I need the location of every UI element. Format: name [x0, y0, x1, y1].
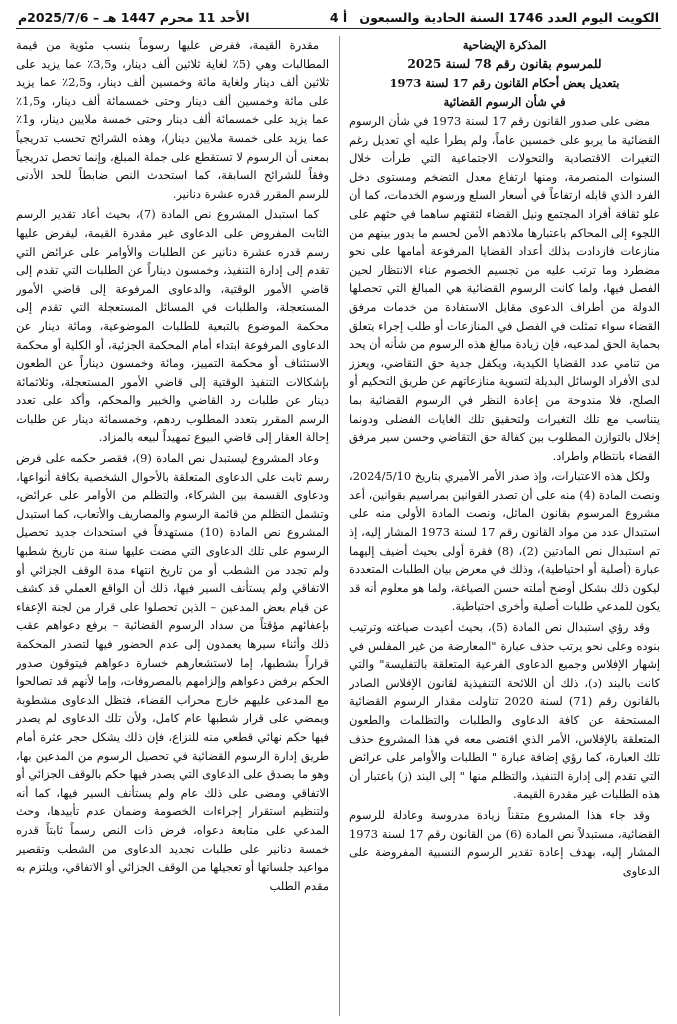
- memo-decree-number: للمرسوم بقانون رقم 78 لسنة 2025: [407, 57, 602, 71]
- memo-amendment-line: بتعديل بعض أحكام القانون رقم 17 لسنة 1973: [389, 76, 620, 90]
- left-column: [16, 36, 329, 1020]
- memo-title-block: [349, 36, 660, 112]
- header-newspaper-info: الكويت اليوم العدد 1746 السنة الحادية والسبعون: [359, 9, 659, 25]
- header-rule: [16, 28, 661, 29]
- paragraph: وقد جاء هذا المشروع متقناً زيادة مدروسة وعادلة للرسوم القضائية، مستبدلاً نص المادة (6) من القانون رقم 17 لسنة 1973 المشار إليه، بهدف إعادة تقدير الرسوم النسبية المفروضة على الدعاوى: [349, 807, 660, 878]
- header-date: الأحد 11 محرم 1447 هـ – 2025/7/6م: [18, 9, 250, 25]
- paragraph: كما استبدل المشروع نص المادة (7)، بحيث أعاد تقدير الرسم الثابت المفروض على الدعاوى غير مقدرة القيمة، ليفرض عليها رسم قدره عشرة دنانير عن الطلبات والأوامر على عرائض التي تقدم إلى إدارة التنفيذ، وخمسون ديناراً عن الطلبات التي تقدم إلى قاضي الأمور الوقتية، والدعاوى المرفوعة إلى قاضي الأمور المستعجلة، والطلبات في المسائل المستعجلة التي تقدم إلى محكمة الموضوع بالتبعية للطلبات الموضوعية، ومائة دينار عن الدعاوى المرفوعة ابتداء أمام المحكمة الجزئية، أو الكلية أو محكمة الاستئناف أو محكمة التمييز، ومائة وخمسون ديناراً عن الطعون بإشكالات التنفيذ الوقتية إلى قاضي الأمور المستعجلة، وثلاثمائة دينار عن طلبات رد القاضي والخبير والمحكم، وأكد على تعدد الرسم المقرر بتعدد المطلوب ردهم، وخمسمائة دينار عن طلبات إحالة العقار إلى قاضي البيوع تمهيداً لبيعه بالمزاد.: [16, 207, 329, 445]
- memo-subject: في شأن الرسوم القضائية: [443, 95, 566, 109]
- column-divider: [339, 36, 340, 1016]
- paragraph: وعاد المشروع ليستبدل نص المادة (9)، فقصر حكمه على فرض رسم ثابت على الدعاوى المتعلقة بالأحوال الشخصية بكافة أنواعها، ودعاوى القسمة بين الشركاء، والتظلم من الأوامر على عرائض، وتشمل التظلم من قائمة الرسوم والمصاريف والأتعاب، كما استبدل المشروع نص المادة (10) مستهدفاً في استحداث جديد تحصيل الرسوم على تلك الدعاوى التي مضت عليها سنة من تاريخ شطبها ولم تجدد من الشطب أو من تاريخ انتهاء مدة الوقف الجزائي أو الاتفاقي ولم يستأنف السير فيها، ذلك أن الواقع العملي قد كشف عن قيام بعض المدعين – الذين تحصلوا على قرار من لجنة الإعفاء بإعفائهم مؤقتاً من سداد الرسوم القضائية – برفع دعواهم عقب ذلك وأثناء سيرها يعمدون إلى عدم الحضور فيها لتصدر المحكمة قراراً بشطبها، إما لاستشعارهم خسارة دعواهم فيتوقون صدور الحكم برفض دعواهم وإلزامهم بالمصروفات، وإما لأنهم قد تصالحوا مع المدعى عليهم خارج محراب القضاء، فتظل الدعاوى مشطوبة ويمضي على قرار شطبها عام كامل، ولأن تلك الدعاوى لم يصدر فيها حكم نهائي قطعي منه للنزاع، فإن ذلك يشكل حجر عثرة أمام طريق إدارة الرسوم القضائية في تحصيل الرسوم من المدعين بها، وهو ما يصدق على الدعاوى التي يصدر فيها حكم بالوقف الجزائي أو الاتفاقي ومضى على ذلك عام ولم يستأنف السير فيها، كما أنه ولتنظيم استقرار إجراءات الخصومة وضمان عدم تأبيدها، وحث المدعي على متابعة دعواه، فرض ذات النص رسماً ثابتاً قدره خمسة دنانير على طلبات تجديد الدعاوى من الشطب وتقصير مواعيد جلساتها أو تعجيلها من الوقف الجزائي أو الاتفاقي، ويلتزم به مقدم الطلب: [16, 451, 329, 893]
- right-column: [349, 36, 660, 1020]
- paragraph: مضى على صدور القانون رقم 17 لسنة 1973 في شأن الرسوم القضائية ما يربو على خمسين عاماً، ولم يطرأ عليه أي تعديل رغم التغيرات الاقتصادية والتحولات الاجتماعية التي طرأت خلال السنوات المنصرمة، ومنها ارتفاع معدل التضخم ومستوى دخل الفرد الذي قابله ارتفاعاً في أسعار السلع ورسوم الخدمات، كما أن علو ثقافة أفراد المجتمع ونيل القضاء لثقتهم ساهما في حثهم على اللجوء إلى المحاكم باعتبارها ملاذهم الأمن لحسم ما يدور بينهم من منازعات فازدادت بذلك أعداد القضايا المرفوعة أمامها على نحو مضطرد وما ترتب عليه من تجسيم الخصوم عناء الانتظار لحين الفصل فيها، ولما كانت الرسوم القضائية هي المبالغ التي تحصلها الدولة من أطراف الدعوى مقابل الاستفادة من خدمات مرفق القضاء سواء تمثلت في الفصل في المنازعات أو طلب إجراء يتعلق بحماية الحق لمدعيه، فإن زيادة مبالغ هذه الرسوم من شأنه أن يحد من تنامي عدد القضايا الكيدية، ويكفل جدية حق التقاضي، ويعزز لدى الأفراد الوسائل البديلة لتسوية منازعاتهم عن طريق التحكيم أو الصلح، فلا مندوحة من إعادة النظر في الرسوم القضائية بما يتناسب مع تلك التغيرات ولتحقيق تلك الغايات الفضلى ودونما إخلال بالتوازن المطلوب بين كفالة حق التقاضي وحسن سير مرفق القضاء بانتظام واطراد.: [349, 114, 660, 463]
- memo-title: المذكرة الإيضاحية: [462, 38, 547, 52]
- page-header: [18, 6, 659, 28]
- paragraph: وقد رؤي استبدال نص المادة (5)، بحيث أعيدت صياغته وترتيب بنوده وعلى نحو يرتب حذف عبارة "المعارضة من غير المفلس في إشهار الإفلاس وجميع الدعاوى الفرعية المتعلقة بالتفليسة" والتي كانت بالبند (د)، ذلك أن اللائحة التنفيذية لقانون الإفلاس الصادر بالقانون رقم (71) لسنة 2020 تناولت مقدار الرسوم القضائية المستحقة عن كافة الدعاوى والطلبات والتظلمات والطعون المتعلقة بالإفلاس، الأمر الذي اقتضى معه في هذا المشروع حذف تلك العبارة، كما رؤي إضافة عبارة " الطلبات والأوامر على عرائض التي تقدم إلى إدارة التنفيذ، والتظلم منها " إلى البند (ز) باعتبار أن هذه الطلبات غير مقدرة القيمة.: [349, 620, 660, 802]
- paragraph: ولكل هذه الاعتبارات، وإذ صدر الأمر الأميري بتاريخ 2024/5/10، ونصت المادة (4) منه على أن تصدر القوانين بمراسيم بقوانين، أعد مشروع المرسوم بقانون الماثل، ونصت المادة الأولى منه على استبدال عدد من مواد القانون رقم 17 لسنة 1973 المشار إليه، إذ تم استبدال نص المادتين (2)، (8) فقرة أولى بحيث أضيف إليهما عبارة (أصلية أو احتياطية)، وذلك في معرض بيان الطلبات المتعددة ليكون ذلك بشكل أوضح أملته حسن الصياغة، ولما هو معلوم أنه قد يكون للمدعي طلبات أصلية وأخرى احتياطية.: [349, 469, 660, 614]
- header-page-number: أ 4: [329, 9, 348, 25]
- paragraph: مقدرة القيمة، ففرض عليها رسوماً بنسب مئوية من قيمة المطالبات وهي (5٪ لغاية ثلاثين ألف دينار، و3,5٪ عما يزيد على ثلاثين ألف دينار ولغاية مائة وخمسين ألف دينار، و2,5٪ عما يزيد على مائة وخمسين ألف دينار وحتى خمسمائة ألف دينار، و1,5٪ عما يزيد على خمسمائة ألف دينار وحتى خمسة ملايين دينار، و1٪ عما يزيد على خمسة ملايين دينار)، وهذه الشرائح تحسب تدريجياً بمعنى أن الرسوم لا تستقطع على جملة المبلغ، وإنما تحصل تدريجياً وفقاً للشرائح السابقة، كما استحدث النص ضابطاً للحد الأدنى للرسم المقرر قدره عشرة دنانير.: [16, 38, 329, 201]
